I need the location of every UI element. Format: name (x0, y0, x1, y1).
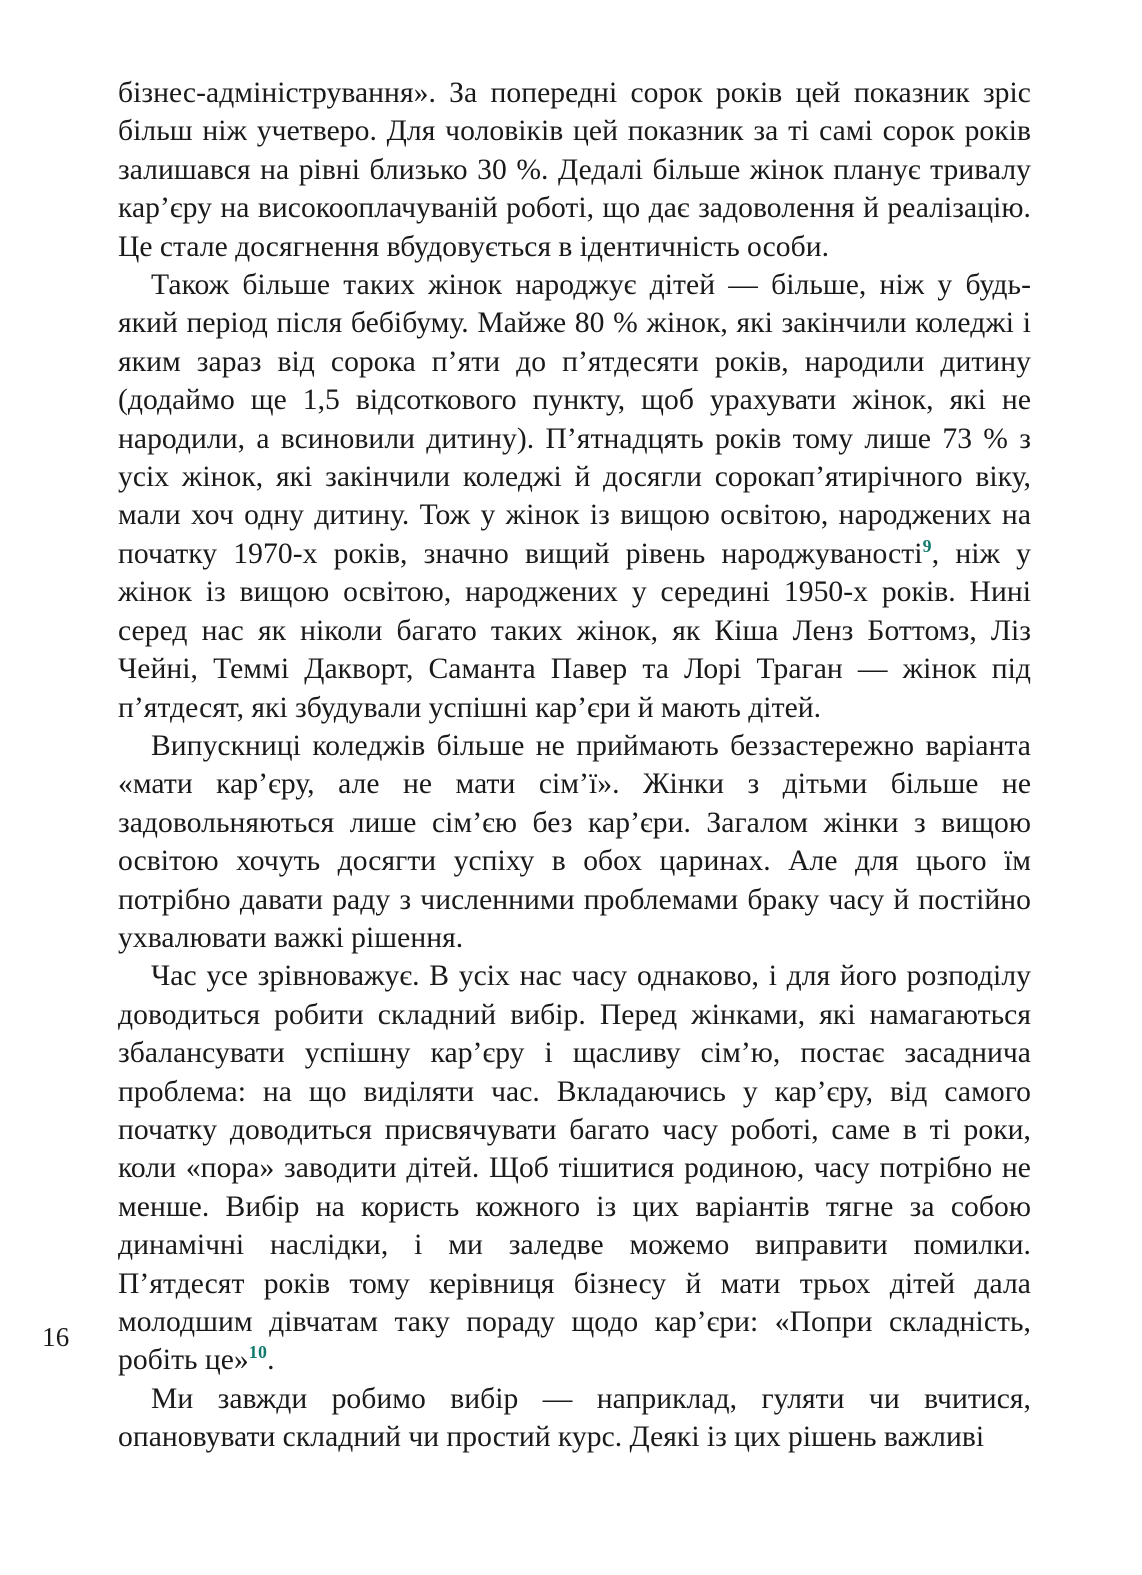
paragraph-4-text-before-footnote: Час усе зрівноважує. В усіх нас часу однаково, і для його розподілу доводиться робити складний вибір. Перед жінками, які намагаються збалансувати успішну кар’єру і щасливу сім’ю, постає засаднича проблема: на що виділяти час. Вкладаючись у кар’єру, від самого початку доводиться присвячувати багато часу роботі, саме в ті роки, коли «пора» заводити дітей. Щоб тішитися родиною, часу потрібно не менше. Вибір на користь кожного із цих варіантів тягне за собою динамічні наслідки, і ми заледве можемо виправити помилки. П’ятдесят років тому керівниця бізнесу й мати трьох дітей дала молодшим дівчатам таку пораду щодо кар’єри: «Попри складність, робіть це» (118, 960, 1031, 1377)
text-column (118, 74, 1031, 1457)
page-number: 16 (42, 1322, 70, 1352)
footnote-marker-9[interactable]: 9 (922, 536, 932, 557)
paragraph-2-text-after-footnote: , ніж у жінок із вищою освітою, народжених у середині 1950-х років. Нині серед нас як ніколи багато таких жінок, як Кіша Ленз Боттомз, Ліз Чейні, Теммі Дакворт, Саманта Павер та Лорі Траган — жінок під п’ятдесят, які збудували успішні кар’єри й мають дітей. (118, 537, 1031, 724)
paragraph-4-text-after-footnote: . (267, 1344, 275, 1377)
paragraph-2 (118, 266, 1031, 727)
paragraph-5-partial: Ми завжди робимо вибір — наприклад, гуляти чи вчитися, опановувати складний чи простий курс. Деякі із цих рішень важливі (118, 1382, 1031, 1454)
paragraph-continued: бізнес-адміністрування». За попередні сорок років цей показник зріс більш ніж учетверо. Для чоловіків цей показник за ті самі сорок років залишався на рівні близько 30 %. Дедалі більше жінок планує тривалу кар’єру на високооплачуваній роботі, що дає задоволення й реалізацію. Це стале досягнення вбудовується в ідентичність особи. (118, 77, 1031, 263)
footnote-marker-10[interactable]: 10 (248, 1342, 268, 1363)
paragraph-4 (118, 957, 1031, 1379)
paragraph-2-text-before-footnote: Також більше таких жінок народжує дітей — більше, ніж у будь-який період після бебібуму. Майже 80 % жінок, які закінчили коледжі і яким зараз від сорока п’яти до п’ятдесяти років, народили дитину (додаймо ще 1,5 відсоткового пункту, щоб урахувати жінок, які не народили, а всиновили дитину). П’ятнадцять років тому лише 73 % з усіх жінок, які закінчили коледжі й досягли сорокап’ятирічного віку, мали хоч одну дитину. Тож у жінок із вищою освітою, народжених на початку 1970-х років, значно вищий рівень народжуваності (118, 269, 1031, 570)
paragraph-3: Випускниці коледжів більше не приймають беззастережно варіанта «мати кар’єру, але не мати сім’ї». Жінки з дітьми більше не задовольняються лише сім’єю без кар’єри. Загалом жінки з вищою освітою хочуть досягти успіху в обох царинах. Але для цього їм потрібно давати раду з численними проблемами браку часу й постійно ухвалювати важкі рішення. (118, 729, 1031, 954)
